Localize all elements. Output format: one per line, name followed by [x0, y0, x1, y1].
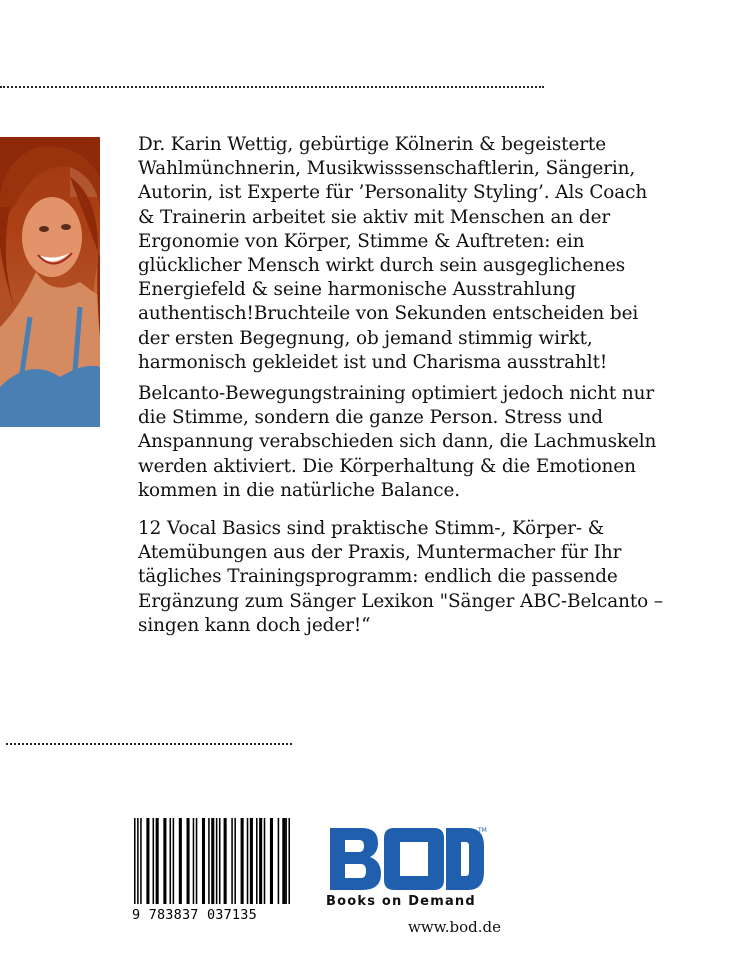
- bio-line: Energiefeld & seine harmonische Ausstrahlung: [138, 279, 576, 301]
- barcode-bar: [256, 818, 258, 904]
- barcode-bar: [250, 818, 253, 904]
- barcode-bar: [153, 818, 155, 904]
- bod-logo-icon: [326, 824, 492, 894]
- bio-line: Autorin, ist Experte für ’Personality Styling’. Als Coach: [138, 182, 648, 204]
- bio-line: werden aktiviert. Die Körperhaltung & die Emotionen: [138, 455, 636, 477]
- barcode-bar: [270, 818, 273, 904]
- barcode-bar: [196, 818, 198, 904]
- bod-tagline: Books on Demand: [326, 894, 476, 909]
- bio-line: harmonisch gekleidet ist und Charisma ausstrahlt!: [138, 351, 608, 373]
- barcode-bar: [247, 818, 249, 904]
- bio-line: der ersten Begegnung, ob jemand stimmig wirkt,: [138, 327, 593, 349]
- bio-paragraph-2: [138, 382, 658, 503]
- bio-line: Anspannung verabschieden sich dann, die Lachmuskeln: [138, 431, 657, 453]
- bio-line: Wahlmünchnerin, Musikwisssenschaftlerin, Sängerin,: [138, 158, 636, 180]
- barcode-bar: [219, 818, 221, 904]
- bio-line: Dr. Karin Wettig, gebürtige Kölnerin & begeisterte: [138, 134, 607, 155]
- barcode-bar: [170, 818, 172, 904]
- bio-line: die Stimme, sondern die ganze Person. Stress und: [138, 407, 603, 429]
- barcode-bar: [137, 818, 139, 904]
- barcode-bar: [193, 818, 195, 904]
- barcode-bar: [231, 818, 233, 904]
- bio-line: authentisch!Bruchteile von Sekunden entscheiden bei: [138, 303, 639, 325]
- barcode-bar: [282, 818, 285, 904]
- author-photo: [0, 137, 100, 427]
- barcode-bar: [211, 818, 214, 904]
- barcode-bar: [259, 818, 262, 904]
- bio-line: 12 Vocal Basics sind praktische Stimm-, Körper- &: [138, 518, 605, 539]
- barcode-bar: [224, 818, 227, 904]
- bio-paragraph-3: [138, 517, 663, 638]
- barcode-bar: [208, 818, 210, 904]
- barcode-bar: [264, 818, 266, 904]
- barcode-bar: [156, 818, 159, 904]
- barcode-bar: [187, 818, 190, 904]
- barcode-bar: [216, 818, 218, 904]
- barcode-bar: [179, 818, 182, 904]
- barcode-bar: [134, 818, 136, 904]
- isbn-digits: 9 783837 037135: [132, 907, 257, 923]
- barcode-bar: [285, 818, 287, 904]
- barcode-bar: [202, 818, 205, 904]
- bottom-dotted-divider: [6, 743, 292, 745]
- bio-line: Ergonomie von Körper, Stimme & Auftreten: ein: [138, 230, 585, 252]
- bio-line: kommen in die natürliche Balance.: [138, 479, 460, 501]
- bio-line: Belcanto-Bewegungstraining optimiert jedoch nicht nur: [138, 383, 655, 404]
- bio-paragraph-1: [138, 133, 658, 375]
- barcode-bar: [278, 818, 280, 904]
- bio-line: Atemübungen aus der Praxis, Muntermacher für Ihr: [138, 542, 622, 564]
- barcode-icon: [132, 818, 292, 906]
- isbn-barcode: [132, 818, 292, 926]
- barcode-bar: [234, 818, 236, 904]
- top-dotted-divider: [0, 86, 544, 88]
- bio-line: singen kann doch jeder!“: [138, 614, 371, 636]
- author-portrait-icon: [0, 137, 100, 427]
- bio-line: glücklicher Mensch wirkt durch sein ausgeglichenes: [138, 255, 626, 277]
- barcode-bar: [140, 818, 142, 904]
- publisher-url: www.bod.de: [408, 918, 501, 936]
- bio-line: & Trainerin arbeitet sie aktiv mit Menschen an der: [138, 206, 611, 228]
- barcode-bar: [241, 818, 244, 904]
- bio-line: Ergänzung zum Sänger Lexikon "Sänger ABC-Belcanto –: [138, 590, 663, 612]
- barcode-bar: [288, 818, 290, 904]
- barcode-bar: [173, 818, 175, 904]
- barcode-bar: [163, 818, 166, 904]
- trademark-mark: TM: [478, 827, 487, 834]
- bio-line: tägliches Trainingsprogramm: endlich die passende: [138, 566, 618, 588]
- barcode-bar: [146, 818, 149, 904]
